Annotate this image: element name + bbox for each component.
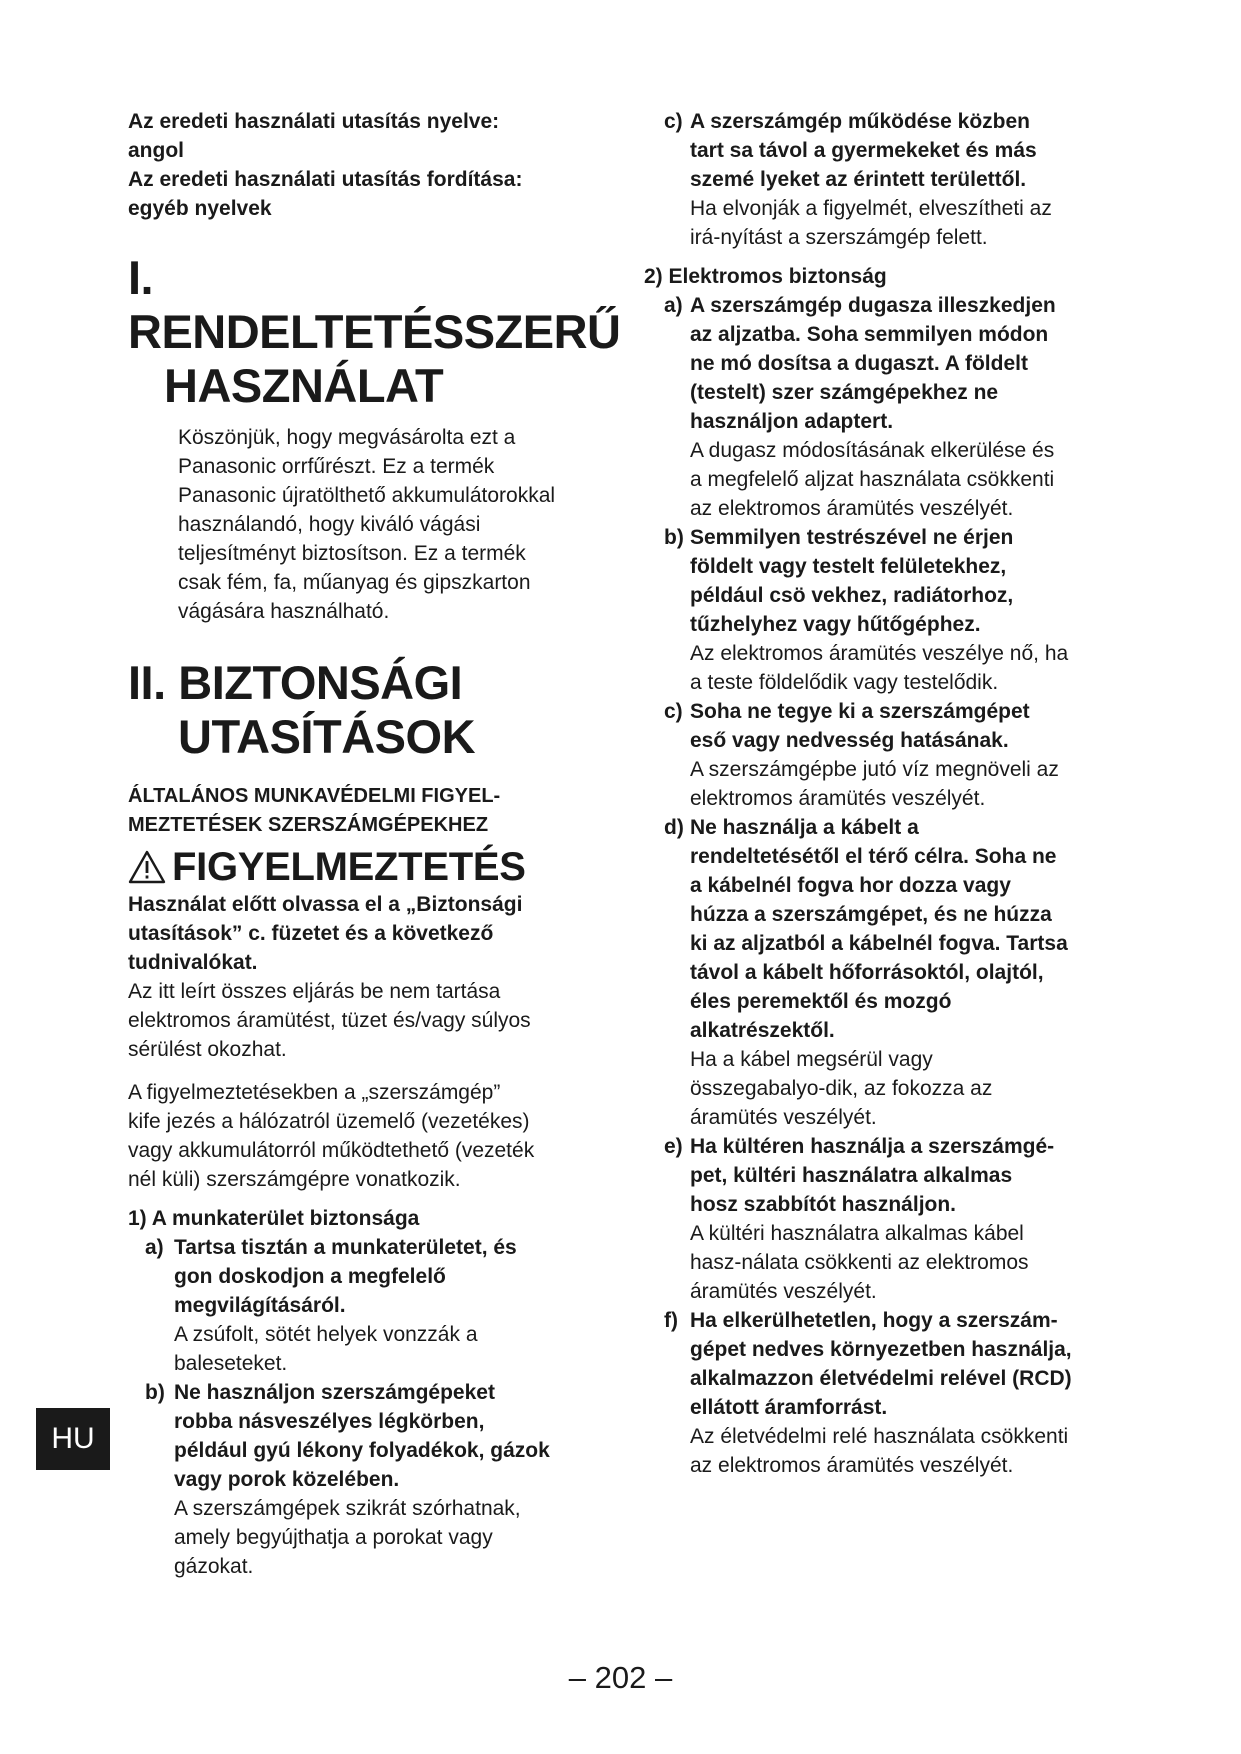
item-bold-line: használjon adaptert. — [690, 410, 894, 433]
electrical-safety-heading: 2) Elektromos biztonság — [644, 265, 887, 288]
general-warnings-heading — [128, 782, 618, 840]
item-text-line: A kültéri használatra alkalmas kábel — [690, 1222, 1024, 1245]
section-1-heading — [128, 251, 621, 413]
item-text-line: A zsúfolt, sötét helyek vonzzák a — [174, 1323, 478, 1346]
page-number: – 202 – — [568, 1660, 673, 1695]
item-bold-line: tűzhelyhez vagy hűtőgéphez. — [690, 613, 981, 636]
item-bold-line: például csö vekhez, radiátorhoz, — [690, 584, 1014, 607]
item-bold-line: Tartsa tisztán a munkaterületet, és — [174, 1236, 517, 1259]
note-line: A figyelmeztetésekben a „szerszámgép” — [128, 1081, 501, 1104]
intro-line: használandó, hogy kiváló vágási — [178, 513, 481, 536]
warning-triangle-icon — [128, 850, 166, 884]
item-bold-line: gépet nedves környezetben használja, — [690, 1338, 1072, 1361]
warning-text — [128, 977, 618, 1064]
electrical-item-b — [648, 523, 1128, 697]
warning-heading — [128, 844, 618, 890]
item-text-line: Ha a kábel megsérül vagy — [690, 1048, 933, 1071]
section-2-number: II. — [128, 656, 166, 709]
item-bold-line: Semmilyen testrészével ne érjen — [690, 526, 1014, 549]
item-bold-line: megvilágításáról. — [174, 1294, 346, 1317]
general-heading-line: MEZTETÉSEK SZERSZÁMGÉPEKHEZ — [128, 814, 489, 836]
left-column — [128, 107, 621, 1581]
item-text-line: az elektromos áramütés veszélyét. — [690, 1454, 1014, 1477]
item-label: c) — [664, 700, 683, 723]
item-text-line: az elektromos áramütés veszélyét. — [690, 497, 1014, 520]
item-bold-line: például gyú lékony folyadékok, gázok — [174, 1439, 550, 1462]
item-bold-line: Ne használja a kábelt a — [690, 816, 919, 839]
intro-line: Panasonic orrfűrészt. Ez a termék — [178, 455, 495, 478]
general-heading-line: ÁLTALÁNOS MUNKAVÉDELMI FIGYEL- — [128, 785, 501, 807]
intro-line: teljesítményt biztosítson. Ez a termék — [178, 542, 526, 565]
item-label: f) — [664, 1309, 678, 1332]
item-bold-line: pet, kültéri használatra alkalmas — [690, 1164, 1013, 1187]
electrical-item-a — [648, 291, 1128, 523]
section-2-title-line2: UTASÍTÁSOK — [178, 710, 476, 763]
work-area-item-a — [128, 1233, 618, 1378]
lang-info-line: angol — [128, 139, 184, 162]
item-bold-line: alkalmazzon életvédelmi relével (RCD) — [690, 1367, 1072, 1390]
intro-line: csak fém, fa, műanyag és gipszkarton — [178, 571, 531, 594]
tool-definition-note — [128, 1078, 618, 1194]
work-area-heading: 1) A munkaterület biztonsága — [128, 1207, 420, 1230]
item-label: e) — [664, 1135, 683, 1158]
item-label: a) — [664, 294, 683, 317]
warning-title: FIGYELMEZTETÉS — [172, 845, 526, 889]
intro-line: Panasonic újratölthető akkumulátorokkal — [178, 484, 556, 507]
item-bold-line: (testelt) szer számgépekhez ne — [690, 381, 999, 404]
intro-line: vágására használható. — [178, 600, 390, 623]
item-label: c) — [664, 110, 683, 133]
item-bold-line: eső vagy nedvesség hatásának. — [690, 729, 1009, 752]
section-2-title-line1: BIZTONSÁGI — [178, 656, 463, 709]
electrical-item-c — [648, 697, 1128, 813]
item-bold-line: szemé lyeket az érintett területtől. — [690, 168, 1027, 191]
item-label: d) — [664, 816, 684, 839]
item-text-line: A dugasz módosításának elkerülése és — [690, 439, 1055, 462]
electrical-item-e — [648, 1132, 1128, 1306]
item-bold-line: távol a kábelt hőforrásoktól, olajtól, — [690, 961, 1044, 984]
item-text-line: A szerszámgépbe jutó víz megnöveli az — [690, 758, 1059, 781]
right-column — [644, 107, 1128, 1480]
warning-text-line: elektromos áramütést, tüzet és/vagy súlyos — [128, 1009, 531, 1032]
item-bold-line: A szerszámgép működése közben — [690, 110, 1030, 133]
item-text-line: baleseteket. — [174, 1352, 288, 1375]
item-text-line: áramütés veszélyét. — [690, 1280, 877, 1303]
item-bold-line: ellátott áramforrást. — [690, 1396, 888, 1419]
item-text-line: Az elektromos áramütés veszélye nő, ha — [690, 642, 1069, 665]
item-text-line: Ha elvonják a figyelmét, elveszítheti az — [690, 197, 1052, 220]
warning-bold-line: Használat előtt olvassa el a „Biztonsági — [128, 893, 523, 916]
item-label: a) — [145, 1236, 164, 1259]
lang-info-line: Az eredeti használati utasítás nyelve: — [128, 110, 500, 133]
work-area-item-c — [648, 107, 1128, 252]
item-bold-line: A szerszámgép dugasza illeszkedjen — [690, 294, 1056, 317]
item-bold-line: Ha elkerülhetetlen, hogy a szerszám- — [690, 1309, 1058, 1332]
section-1-title-line1: RENDELTETÉSSZERŰ — [128, 305, 621, 358]
item-text-line: áramütés veszélyét. — [690, 1106, 877, 1129]
work-area-item-b — [128, 1378, 618, 1581]
note-line: vagy akkumulátorról működtethető (vezeték — [128, 1139, 535, 1162]
section-1-title-line2: HASZNÁLAT — [164, 359, 444, 412]
lang-info-line: Az eredeti használati utasítás fordítása: — [128, 168, 523, 191]
note-line: kife jezés a hálózatról üzemelő (vezetékes) — [128, 1110, 530, 1133]
item-bold-line: húzza a szerszámgépet, és ne húzza — [690, 903, 1052, 926]
item-bold-line: Soha ne tegye ki a szerszámgépet — [690, 700, 1030, 723]
item-bold-line: éles peremektől és mozgó — [690, 990, 952, 1013]
item-bold-line: alkatrészektől. — [690, 1019, 835, 1042]
item-text-line: a megfelelő aljzat használata csökkenti — [690, 468, 1055, 491]
section-1-number: I. — [128, 251, 154, 304]
item-text-line: A szerszámgépek szikrát szórhatnak, — [174, 1497, 521, 1520]
item-bold-line: földelt vagy testelt felületekhez, — [690, 555, 1007, 578]
item-bold-line: tart sa távol a gyermekeket és más — [690, 139, 1037, 162]
electrical-item-d — [648, 813, 1128, 1132]
intro-paragraph — [178, 423, 618, 626]
intro-line: Köszönjük, hogy megvásárolta ezt a — [178, 426, 516, 449]
item-text-line: amely begyújthatja a porokat vagy — [174, 1526, 493, 1549]
item-bold-line: a kábelnél fogva hor dozza vagy — [690, 874, 1011, 897]
item-bold-line: robba násveszélyes légkörben, — [174, 1410, 485, 1433]
item-text-line: a teste földelődik vagy testelődik. — [690, 671, 999, 694]
warning-bold-line: tudnivalókat. — [128, 951, 258, 974]
item-bold-line: hosz szabbítót használjon. — [690, 1193, 957, 1216]
section-2-heading — [128, 656, 618, 764]
warning-text-line: Az itt leírt összes eljárás be nem tartása — [128, 980, 501, 1003]
electrical-item-f — [648, 1306, 1128, 1480]
language-tab: HU — [36, 1408, 110, 1470]
item-label: b) — [145, 1381, 165, 1404]
item-label: b) — [664, 526, 684, 549]
warning-bold-line: utasítások” c. füzetet és a következő — [128, 922, 494, 945]
item-text-line: összegabalyo-dik, az fokozza az — [690, 1077, 993, 1100]
item-bold-line: rendeltetésétől el térő célra. Soha ne — [690, 845, 1057, 868]
item-text-line: gázokat. — [174, 1555, 254, 1578]
item-text-line: elektromos áramütés veszélyét. — [690, 787, 986, 810]
item-bold-line: az aljzatba. Soha semmilyen módon — [690, 323, 1049, 346]
language-info — [128, 107, 618, 223]
item-bold-line: ki az aljzatból a kábelnél fogva. Tartsa — [690, 932, 1068, 955]
warning-text-line: sérülést okozhat. — [128, 1038, 287, 1061]
item-text-line: irá-nyítást a szerszámgép felett. — [690, 226, 988, 249]
item-bold-line: ne mó dosítsa a dugaszt. A földelt — [690, 352, 1028, 375]
warning-bold-text — [128, 890, 618, 977]
item-text-line: hasz-nálata csökkenti az elektromos — [690, 1251, 1029, 1274]
item-bold-line: vagy porok közelében. — [174, 1468, 400, 1491]
item-text-line: Az életvédelmi relé használata csökkenti — [690, 1425, 1069, 1448]
item-bold-line: Ha kültéren használja a szerszámgé- — [690, 1135, 1055, 1158]
lang-info-line: egyéb nyelvek — [128, 197, 272, 220]
note-line: nél küli) szerszámgépre vonatkozik. — [128, 1168, 461, 1191]
item-bold-line: Ne használjon szerszámgépeket — [174, 1381, 495, 1404]
item-bold-line: gon doskodjon a megfelelő — [174, 1265, 446, 1288]
